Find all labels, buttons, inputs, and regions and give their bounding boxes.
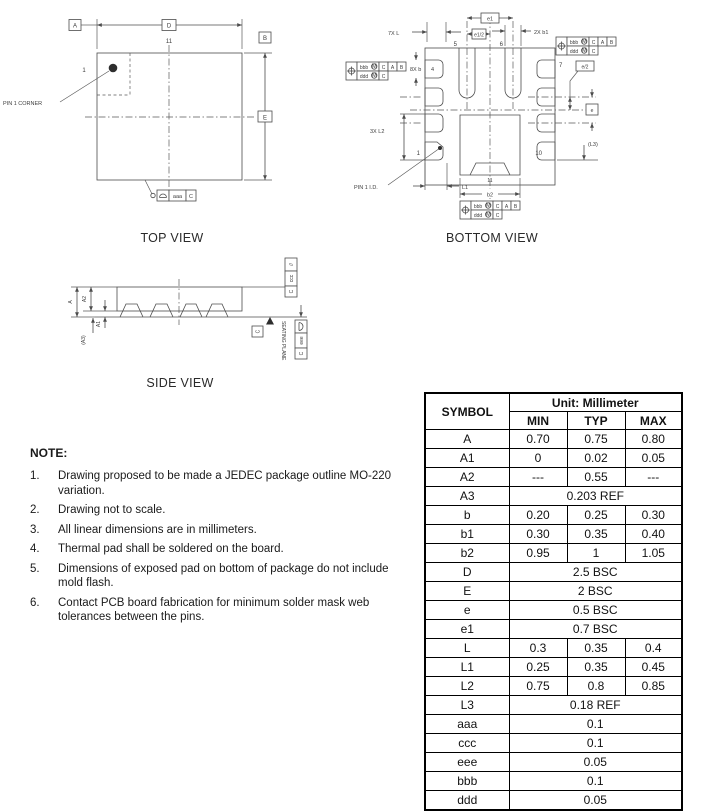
note-number: 6.: [30, 596, 40, 609]
lead: [206, 304, 228, 317]
fcf-datum-label: A: [390, 64, 395, 71]
table-row: [425, 468, 682, 487]
mmc-m-label: M: [581, 48, 587, 55]
fcf-datum-label: A: [600, 39, 605, 46]
table-row: [425, 582, 682, 601]
mmc-m-label: M: [371, 64, 377, 71]
table-cell-symbol: aaa: [425, 715, 509, 734]
fcf-frame: [556, 37, 616, 55]
table-cell-symbol: A1: [425, 449, 509, 468]
table-cell-symbol: b1: [425, 525, 509, 544]
dim-label-a2: A2: [82, 295, 88, 303]
table-header-symbol: SYMBOL: [425, 393, 509, 430]
table-row: [425, 658, 682, 677]
table-row: [425, 544, 682, 563]
dim-label-a: A: [68, 300, 74, 304]
table-row: [425, 696, 682, 715]
note-item: [30, 562, 416, 591]
table-cell-min: ---: [509, 468, 567, 487]
table-cell-min: 0.25: [509, 658, 567, 677]
table-row: [425, 506, 682, 525]
table-cell-symbol: b: [425, 506, 509, 525]
table-cell-symbol: ccc: [425, 734, 509, 753]
note-number: 2.: [30, 504, 40, 516]
fcf-datum-label: A: [504, 203, 509, 210]
pin1-id-dot-icon: [438, 146, 442, 150]
note-text: Drawing proposed to be made a JEDEC package outline MO-220 variation.: [58, 470, 392, 497]
pin1-number: 1: [416, 151, 420, 157]
fcf-tolerance-label: bbb: [473, 203, 483, 210]
pin5-number: 5: [453, 42, 457, 48]
label-2x-b1: 2X b1: [534, 30, 549, 36]
table-cell-min: 0.20: [509, 506, 567, 525]
fcf-datum-label: B: [399, 64, 404, 71]
table-row: [425, 563, 682, 582]
table-cell-max: 0.05: [625, 449, 682, 468]
table-row: [425, 639, 682, 658]
note-text: Dimensions of exposed pad on bottom of package do not include mold flash.: [58, 562, 389, 589]
table-cell-max: 0.85: [625, 677, 682, 696]
table-cell-span: 0.1: [509, 772, 682, 791]
pin1-number: 1: [82, 68, 86, 74]
pin1-id-label: PIN 1 I.D.: [354, 185, 378, 191]
table-cell-min: 0.30: [509, 525, 567, 544]
table-cell-min: 0.70: [509, 430, 567, 449]
table-cell-min: 0.3: [509, 639, 567, 658]
table-row: [425, 525, 682, 544]
lead: [150, 304, 173, 317]
table-cell-span: 0.1: [509, 715, 682, 734]
table-header-min: MIN: [509, 412, 567, 430]
bottom-view-caption: BOTTOM VIEW: [446, 231, 538, 245]
dim-label-b2: b2: [486, 192, 494, 199]
table-header-unit: Unit: Millimeter: [509, 393, 682, 412]
table-cell-span: 0.05: [509, 791, 682, 811]
table-row: [425, 430, 682, 449]
dim-label-l3: (L3): [588, 142, 598, 148]
table-row: [425, 487, 682, 506]
pin1-leader: [60, 71, 109, 102]
dim-label-e: E: [262, 115, 268, 122]
table-cell-symbol: D: [425, 563, 509, 582]
table-cell-span: 0.1: [509, 734, 682, 753]
top-view-caption: TOP VIEW: [140, 231, 204, 245]
table-cell-symbol: L: [425, 639, 509, 658]
table-cell-symbol: A2: [425, 468, 509, 487]
dimension-table: [424, 392, 683, 811]
mmc-m-label: M: [371, 73, 377, 80]
notes-list: [30, 469, 416, 625]
fcf-frame: [460, 201, 520, 219]
dim-label-e: e: [590, 108, 594, 114]
table-cell-span: 0.18 REF: [509, 696, 682, 715]
table-cell-symbol: A3: [425, 487, 509, 506]
label-7x-l: 7X L: [388, 31, 400, 37]
dim-label-l1: L1: [462, 185, 469, 191]
table-cell-max: ---: [625, 468, 682, 487]
table-cell-max: 1.05: [625, 544, 682, 563]
table-cell-span: 0.05: [509, 753, 682, 772]
table-row: [425, 772, 682, 791]
table-cell-symbol: eee: [425, 753, 509, 772]
table-cell-span: 0.7 BSC: [509, 620, 682, 639]
dim-label-d: D: [166, 23, 172, 30]
fcf-datum-label: C: [591, 39, 596, 46]
table-header-typ: TYP: [567, 412, 625, 430]
fcf-tolerance-label: ddd: [359, 73, 369, 80]
note-text: All linear dimensions are in millimeters.: [58, 523, 257, 536]
table-cell-symbol: L2: [425, 677, 509, 696]
note-number: 5.: [30, 562, 40, 575]
table-cell-typ: 0.75: [567, 430, 625, 449]
table-cell-symbol: e: [425, 601, 509, 620]
dim-label-a3: (A3): [81, 335, 87, 345]
table-cell-max: 0.30: [625, 506, 682, 525]
table-cell-symbol: L3: [425, 696, 509, 715]
table-cell-symbol: E: [425, 582, 509, 601]
parallelism-symbol-icon: //: [289, 263, 295, 266]
table-cell-max: 0.45: [625, 658, 682, 677]
datum-a-label: A: [72, 23, 78, 30]
fcf-datum-label: C: [495, 203, 500, 210]
table-cell-typ: 0.35: [567, 639, 625, 658]
table-cell-max: 0.80: [625, 430, 682, 449]
table-cell-symbol: e1: [425, 620, 509, 639]
mmc-m-label: M: [485, 212, 491, 219]
note-item: [30, 523, 416, 538]
note-text: Contact PCB board fabrication for minimum solder mask web tolerances between the pins.: [58, 596, 370, 623]
fcf-datum-label: C: [381, 64, 386, 71]
datum-triangle-icon: [266, 317, 274, 325]
table-cell-typ: 0.35: [567, 658, 625, 677]
fcf-datum-label: C: [591, 48, 596, 55]
table-cell-span: 2.5 BSC: [509, 563, 682, 582]
note-ref-4: 4: [431, 67, 435, 73]
fcf-aaa-label: aaa: [172, 194, 183, 200]
table-header-max: MAX: [625, 412, 682, 430]
table-cell-symbol: L1: [425, 658, 509, 677]
all-around-icon: [151, 193, 155, 197]
notes-section: [30, 446, 416, 630]
table-cell-symbol: A: [425, 430, 509, 449]
table-row: [425, 734, 682, 753]
note-item: [30, 596, 416, 625]
pad: [425, 114, 443, 132]
table-cell-min: 0: [509, 449, 567, 468]
dim-table-body: [425, 430, 682, 811]
fcf-datum-label: B: [609, 39, 614, 46]
fcf-ccc-label: ccc: [289, 274, 295, 283]
table-row: [425, 620, 682, 639]
pad-pin1: [425, 142, 443, 160]
fcf-datum-c: C: [289, 289, 295, 294]
fcf-tolerance-label: ddd: [569, 48, 579, 55]
table-cell-typ: 0.25: [567, 506, 625, 525]
table-cell-typ: 1: [567, 544, 625, 563]
pin7-number: 7: [559, 63, 563, 69]
table-row: [425, 715, 682, 734]
mmc-m-label: M: [581, 39, 587, 46]
pin1-dot-icon: [109, 64, 118, 73]
fcf-datum-label: C: [381, 73, 386, 80]
fcf-eee-label: eee: [299, 336, 305, 345]
pin1-corner-label: PIN 1 CORNER: [3, 101, 43, 107]
table-cell-min: 0.95: [509, 544, 567, 563]
dim-label-e-half: e/2: [581, 64, 589, 71]
fcf-datum-label: B: [513, 203, 518, 210]
fcf-tolerance-label: bbb: [359, 64, 369, 71]
table-cell-symbol: bbb: [425, 772, 509, 791]
table-cell-typ: 0.55: [567, 468, 625, 487]
table-cell-span: 2 BSC: [509, 582, 682, 601]
fcf-frame: [346, 62, 406, 80]
table-row: [425, 677, 682, 696]
dim-label-e1-half: e1/2: [474, 32, 484, 39]
table-cell-symbol: b2: [425, 544, 509, 563]
table-cell-max: 0.40: [625, 525, 682, 544]
datum-c-label: C: [255, 329, 262, 334]
table-cell-max: 0.4: [625, 639, 682, 658]
pad11-label: 11: [487, 178, 493, 184]
lead: [180, 304, 202, 317]
table-cell-typ: 0.8: [567, 677, 625, 696]
pin10-number: 10: [535, 151, 542, 157]
table-cell-min: 0.75: [509, 677, 567, 696]
table-cell-span: 0.5 BSC: [509, 601, 682, 620]
table-cell-symbol: ddd: [425, 791, 509, 811]
note-number: 3.: [30, 523, 40, 536]
note-item: [30, 503, 416, 518]
side-view-caption: SIDE VIEW: [146, 376, 214, 390]
pad: [425, 88, 443, 106]
pin1-leader: [388, 148, 440, 185]
bottom-view-drawing: [340, 5, 670, 240]
fcf-tolerance-label: ddd: [473, 212, 483, 219]
pad: [537, 60, 555, 78]
package-body-outline: [97, 53, 242, 180]
dim-label-a1: A1: [96, 320, 102, 328]
fcf-datum-c: C: [189, 194, 193, 200]
pad11-label: 11: [165, 39, 173, 45]
table-cell-typ: 0.02: [567, 449, 625, 468]
seating-plane-label: SEATING PLANE: [280, 321, 286, 361]
note-item: [30, 469, 416, 498]
note-item: [30, 542, 416, 557]
label-8x-b: 8X b: [410, 67, 422, 73]
table-cell-typ: 0.35: [567, 525, 625, 544]
top-view-drawing: [0, 8, 330, 238]
table-row: [425, 601, 682, 620]
datum-b-label: B: [262, 36, 268, 42]
mmc-m-label: M: [485, 203, 491, 210]
notes-title: NOTE:: [30, 446, 68, 460]
fcf-datum-c: C: [299, 351, 305, 356]
note-text: Drawing not to scale.: [58, 504, 166, 516]
label-3x-l2: 3X L2: [370, 129, 385, 135]
dim-label-e1: e1: [486, 16, 494, 23]
note-text: Thermal pad shall be soldered on the board.: [58, 543, 284, 555]
fcf-tolerance-label: bbb: [569, 39, 579, 46]
table-cell-span: 0.203 REF: [509, 487, 682, 506]
table-row: [425, 449, 682, 468]
note-number: 4.: [30, 543, 40, 555]
lead: [120, 304, 143, 317]
table-row: [425, 753, 682, 772]
note-number: 1.: [30, 470, 40, 482]
table-row: [425, 791, 682, 811]
fcf-datum-label: C: [495, 212, 500, 219]
pin6-number: 6: [499, 42, 503, 48]
